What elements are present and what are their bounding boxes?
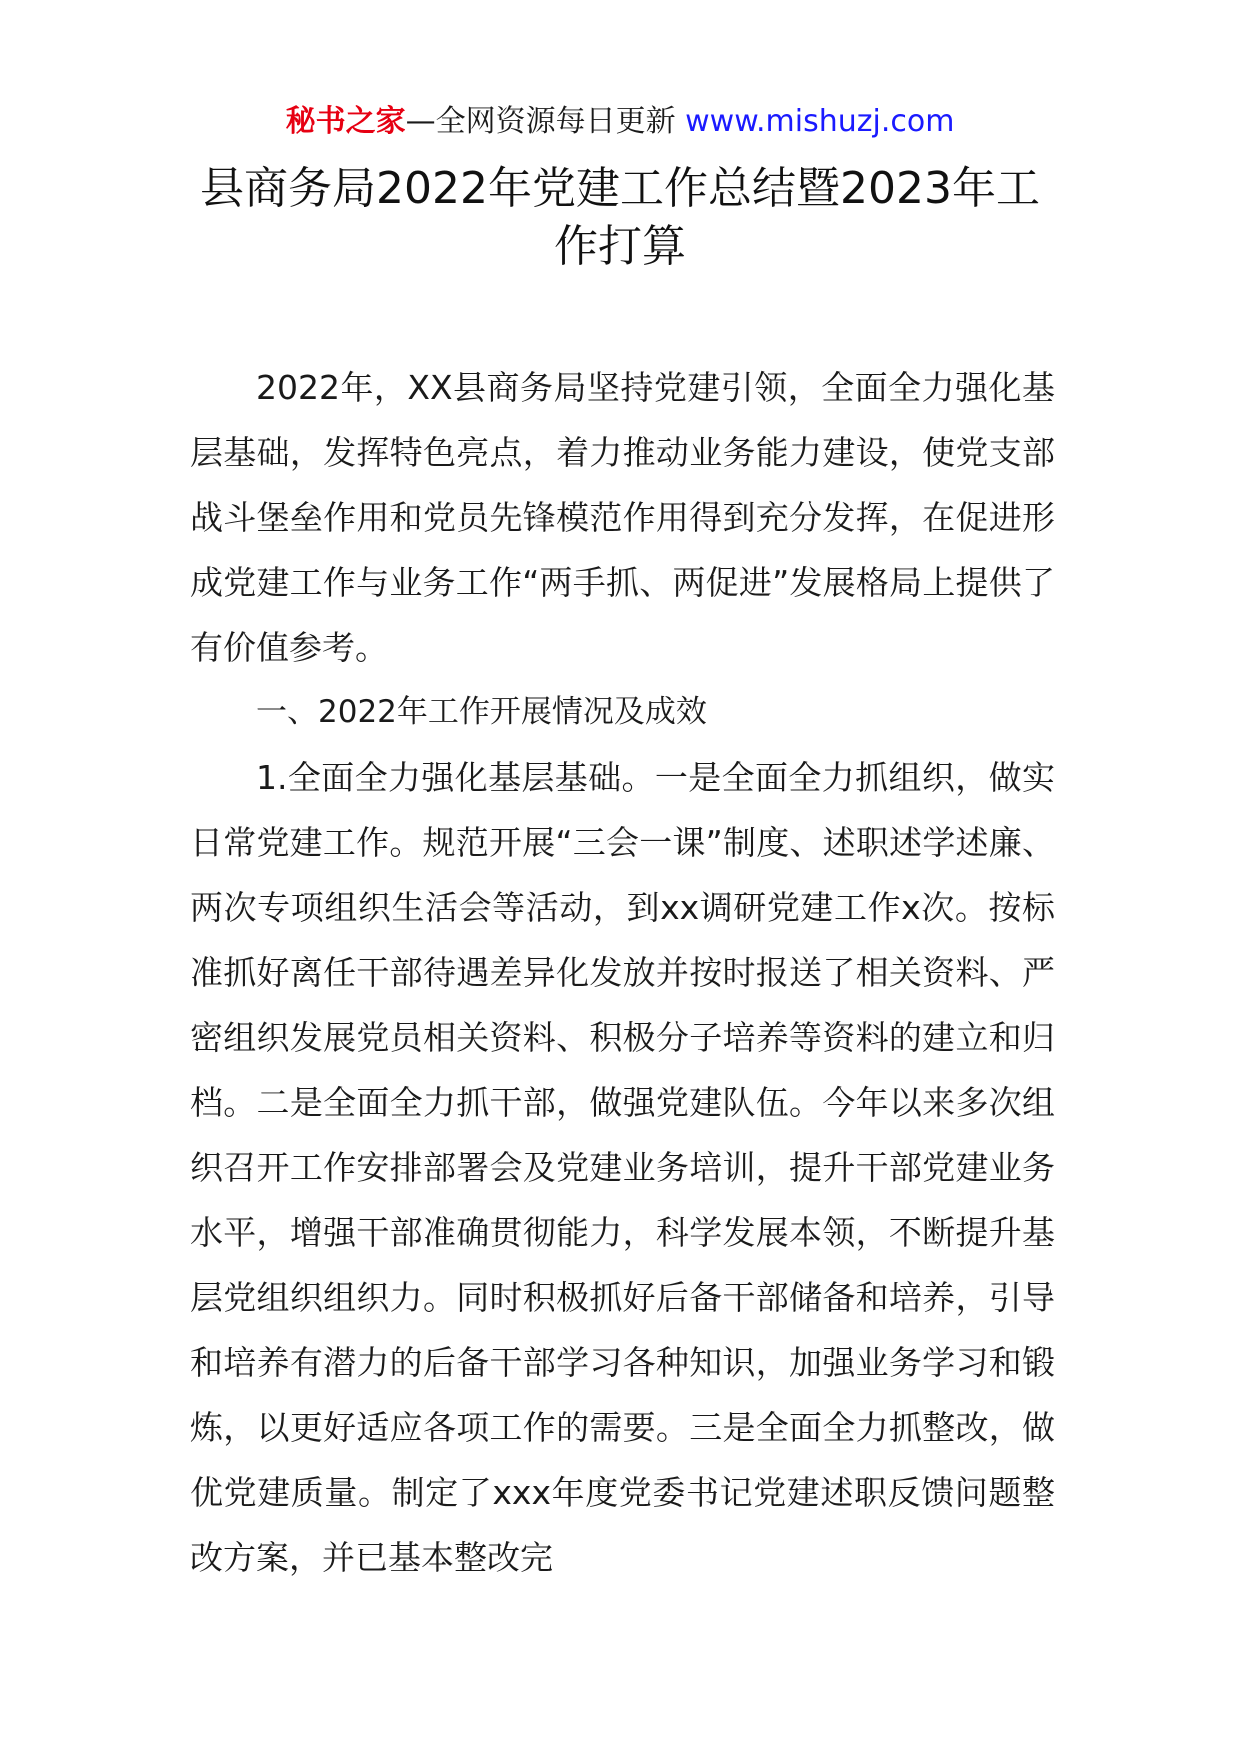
document-title: 县商务局2022年党建工作总结暨2023年工作打算 — [200, 163, 1040, 272]
document-body — [190, 355, 1055, 1590]
section-heading: 一、2022年工作开展情况及成效 — [256, 694, 707, 730]
intro-paragraph: 2022年，XX县商务局坚持党建引领，全面全力强化基层基础，发挥特色亮点，着力推动业务能力建设，使党支部战斗堡垒作用和党员先锋模范作用得到充分发挥，在促进形成党建工作与业务工作“两手抓、两促进”发展格局上提供了有价值参考。 — [190, 368, 1055, 667]
site-header — [0, 102, 1240, 142]
header-slogan: —全网资源每日更新 — [405, 104, 676, 139]
site-url-link[interactable]: www.mishuzj.com — [685, 104, 955, 139]
brand-name: 秘书之家 — [285, 104, 406, 139]
body-paragraph: 1.全面全力强化基层基础。一是全面全力抓组织，做实日常党建工作。规范开展“三会一课”制度、述职述学述廉、两次专项组织生活会等活动，到xx调研党建工作x次。按标准抓好离任干部待遇差异化发放并按时报送了相关资料、严密组织发展党员相关资料、积极分子培养等资料的建立和归档。二是全面全力抓干部，做强党建队伍。今年以来多次组织召开工作安排部署会及党建业务培训，提升干部党建业务水平，增强干部准确贯彻能力，科学发展本领，不断提升基层党组织组织力。同时积极抓好后备干部储备和培养，引导和培养有潜力的后备干部学习各种知识，加强业务学习和锻炼，以更好适应各项工作的需要。三是全面全力抓整改，做优党建质量。制定了xxx年度党委书记党建述职反馈问题整改方案，并已基本整改完 — [190, 758, 1055, 1577]
